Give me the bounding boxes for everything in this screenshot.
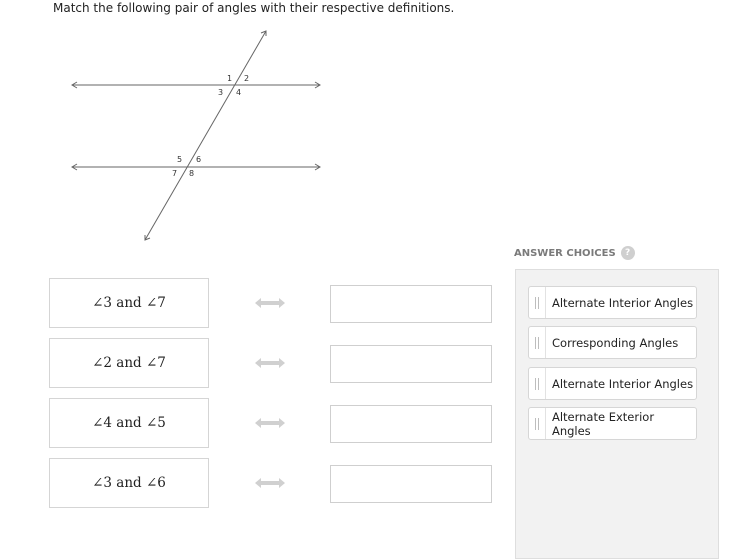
answer-choice-chip[interactable] (528, 367, 697, 400)
double-arrow-icon (253, 476, 287, 490)
answer-choice-label: Alternate Exterior Angles (551, 409, 655, 438)
answer-choice-chip[interactable] (528, 326, 697, 359)
transversal-line (145, 31, 266, 240)
answer-choice-label: Alternate Interior Angles (552, 295, 694, 310)
prompt-item (49, 338, 209, 388)
angle-label-4: 4 (236, 88, 242, 97)
double-arrow-icon (253, 296, 287, 310)
drag-handle-icon[interactable] (529, 368, 546, 399)
prompt-label: ∠3 and ∠6 (92, 475, 166, 491)
top-parallel-line (72, 82, 320, 88)
bottom-parallel-line (72, 164, 320, 170)
prompt-label: ∠2 and ∠7 (92, 355, 166, 371)
prompt-item (49, 278, 209, 328)
answer-choices-title: ANSWER CHOICES (514, 247, 616, 259)
answer-drop-zone[interactable] (330, 345, 492, 383)
drag-handle-icon[interactable] (529, 327, 546, 358)
answer-choice-label: Alternate Interior Angles (552, 376, 694, 391)
angle-label-3: 3 (218, 88, 224, 97)
angle-label-6: 6 (196, 155, 202, 164)
angle-label-2: 2 (244, 74, 250, 83)
drag-handle-icon[interactable] (529, 287, 546, 318)
help-icon[interactable]: ? (621, 246, 635, 260)
double-arrow-icon (253, 416, 287, 430)
angle-label-7: 7 (172, 169, 178, 178)
angle-label-1: 1 (227, 74, 233, 83)
prompt-label: ∠4 and ∠5 (92, 415, 166, 431)
prompt-item (49, 458, 209, 508)
prompt-label: ∠3 and ∠7 (92, 295, 166, 311)
drag-handle-icon[interactable] (529, 408, 546, 439)
answer-drop-zone[interactable] (330, 405, 492, 443)
angle-label-8: 8 (189, 169, 195, 178)
answer-choice-label: Corresponding Angles (552, 335, 679, 350)
question-text: Match the following pair of angles with their respective definitions. (53, 1, 455, 15)
answer-drop-zone[interactable] (330, 465, 492, 503)
double-arrow-icon (253, 356, 287, 370)
prompt-item (49, 398, 209, 448)
angle-label-5: 5 (177, 155, 183, 164)
answer-choice-chip[interactable] (528, 407, 697, 440)
answer-choice-chip[interactable] (528, 286, 697, 319)
answer-choices-header (514, 246, 635, 260)
answer-drop-zone[interactable] (330, 285, 492, 323)
